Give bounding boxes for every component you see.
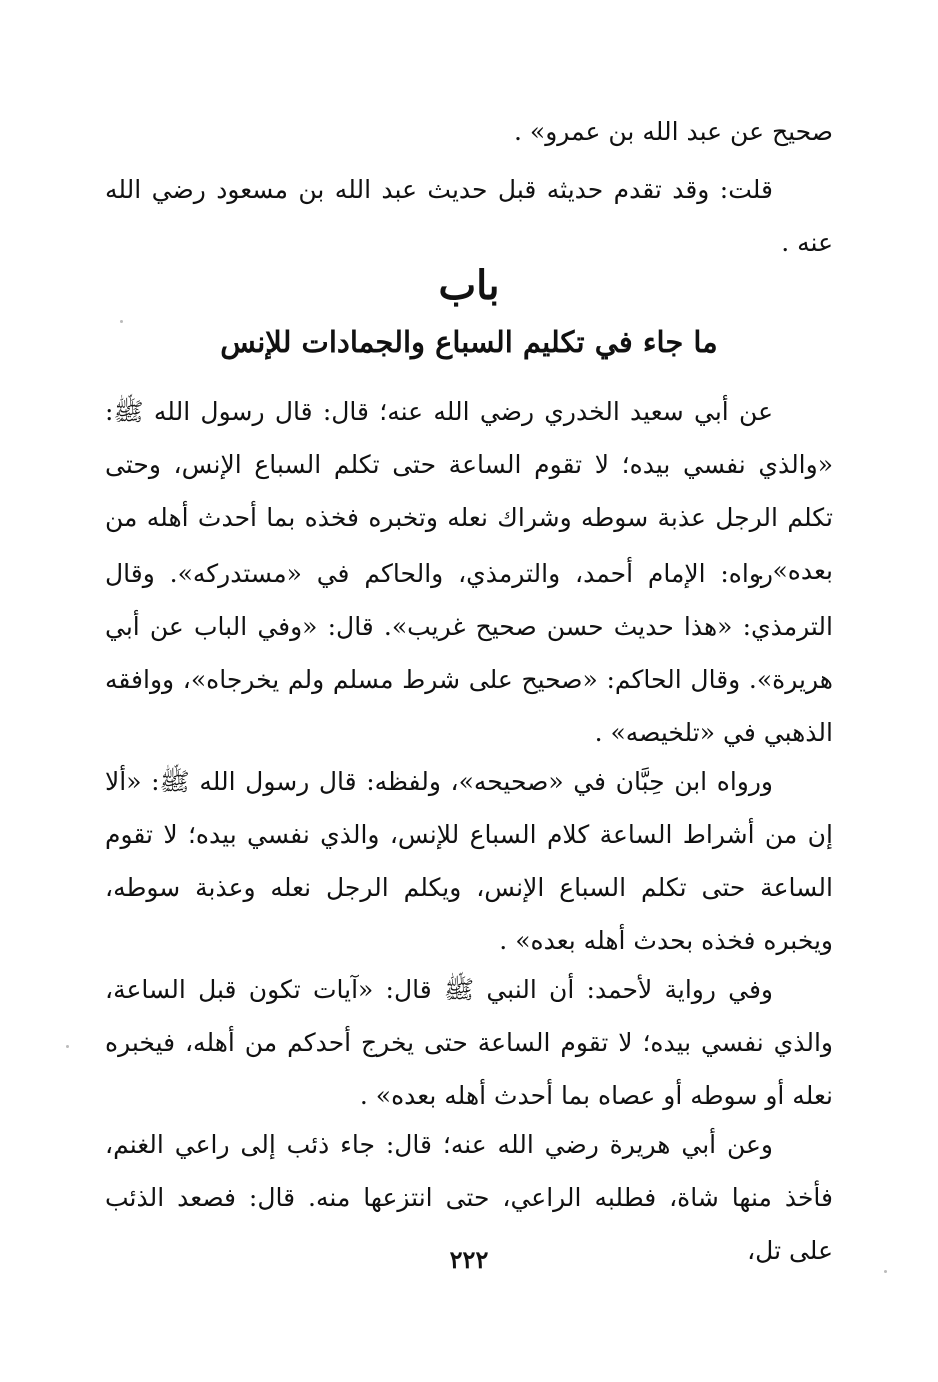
intro-line-2 [105,163,833,269]
chapter-heading: باب [438,262,500,309]
paragraph-4 [105,963,833,1122]
scan-speck [120,320,123,323]
chapter-title: ما جاء في تكليم السباع والجمادات للإنس [220,325,718,359]
paragraph-text: وعن أبي هريرة رضي الله عنه؛ قال: جاء ذئب إلى راعي الغنم، فأخذ منها شاة، فطلبه الراعي، حتى انتزعها منه. قال: فصعد الذئب على تل، [105,1130,833,1265]
paragraph-3 [105,755,833,967]
intro-line-2-text: قلت: وقد تقدم حديثه قبل حديث عبد الله بن مسعود رضي الله عنه . [105,175,833,257]
paragraph-text: وفي رواية لأحمد: أن النبي ﷺ قال: «آيات تكون قبل الساعة، والذي نفسي بيده؛ لا تقوم الساعة حتى يخرج أحدكم من أهله، فيخبره نعله أو سوطه أو عصاه بما أحدث أهله بعده» . [105,975,833,1110]
paragraph-text: عن أبي سعيد الخدري رضي الله عنه؛ قال: قال رسول الله ﷺ: «والذي نفسي بيده؛ لا تقوم الساعة حتى تكلم السباع الإنس، وحتى تكلم الرجل عذبة سوطه وشراك نعله وتخبره فخذه بما أحدث أهله من بعده» . [105,397,833,585]
scan-speck [66,1045,69,1048]
paragraph-2 [105,547,833,759]
scan-speck [884,1270,887,1273]
paragraph-text: رواه: الإمام أحمد، والترمذي، والحاكم في «مستدركه». وقال الترمذي: «هذا حديث حسن صحيح غريب». قال: «وفي الباب عن أبي هريرة». وقال الحاكم: «صحيح على شرط مسلم ولم يخرجاه»، ووافقه الذهبي في «تلخيصه» . [105,559,833,747]
page-number: ٢٢٢ [449,1245,489,1274]
intro-line-1-text: صحيح عن عبد الله بن عمرو» . [514,117,833,146]
intro-line-1 [105,105,833,158]
paragraph-text: ورواه ابن حِبَّان في «صحيحه»، ولفظه: قال رسول الله ﷺ: «ألا إن من أشراط الساعة كلام السباع للإنس، والذي نفسي بيده؛ لا تقوم الساعة حتى تكلم السباع الإنس، ويكلم الرجل نعله وعذبة سوطه، ويخبره فخذه بحدث أهله بعده» . [105,767,833,955]
